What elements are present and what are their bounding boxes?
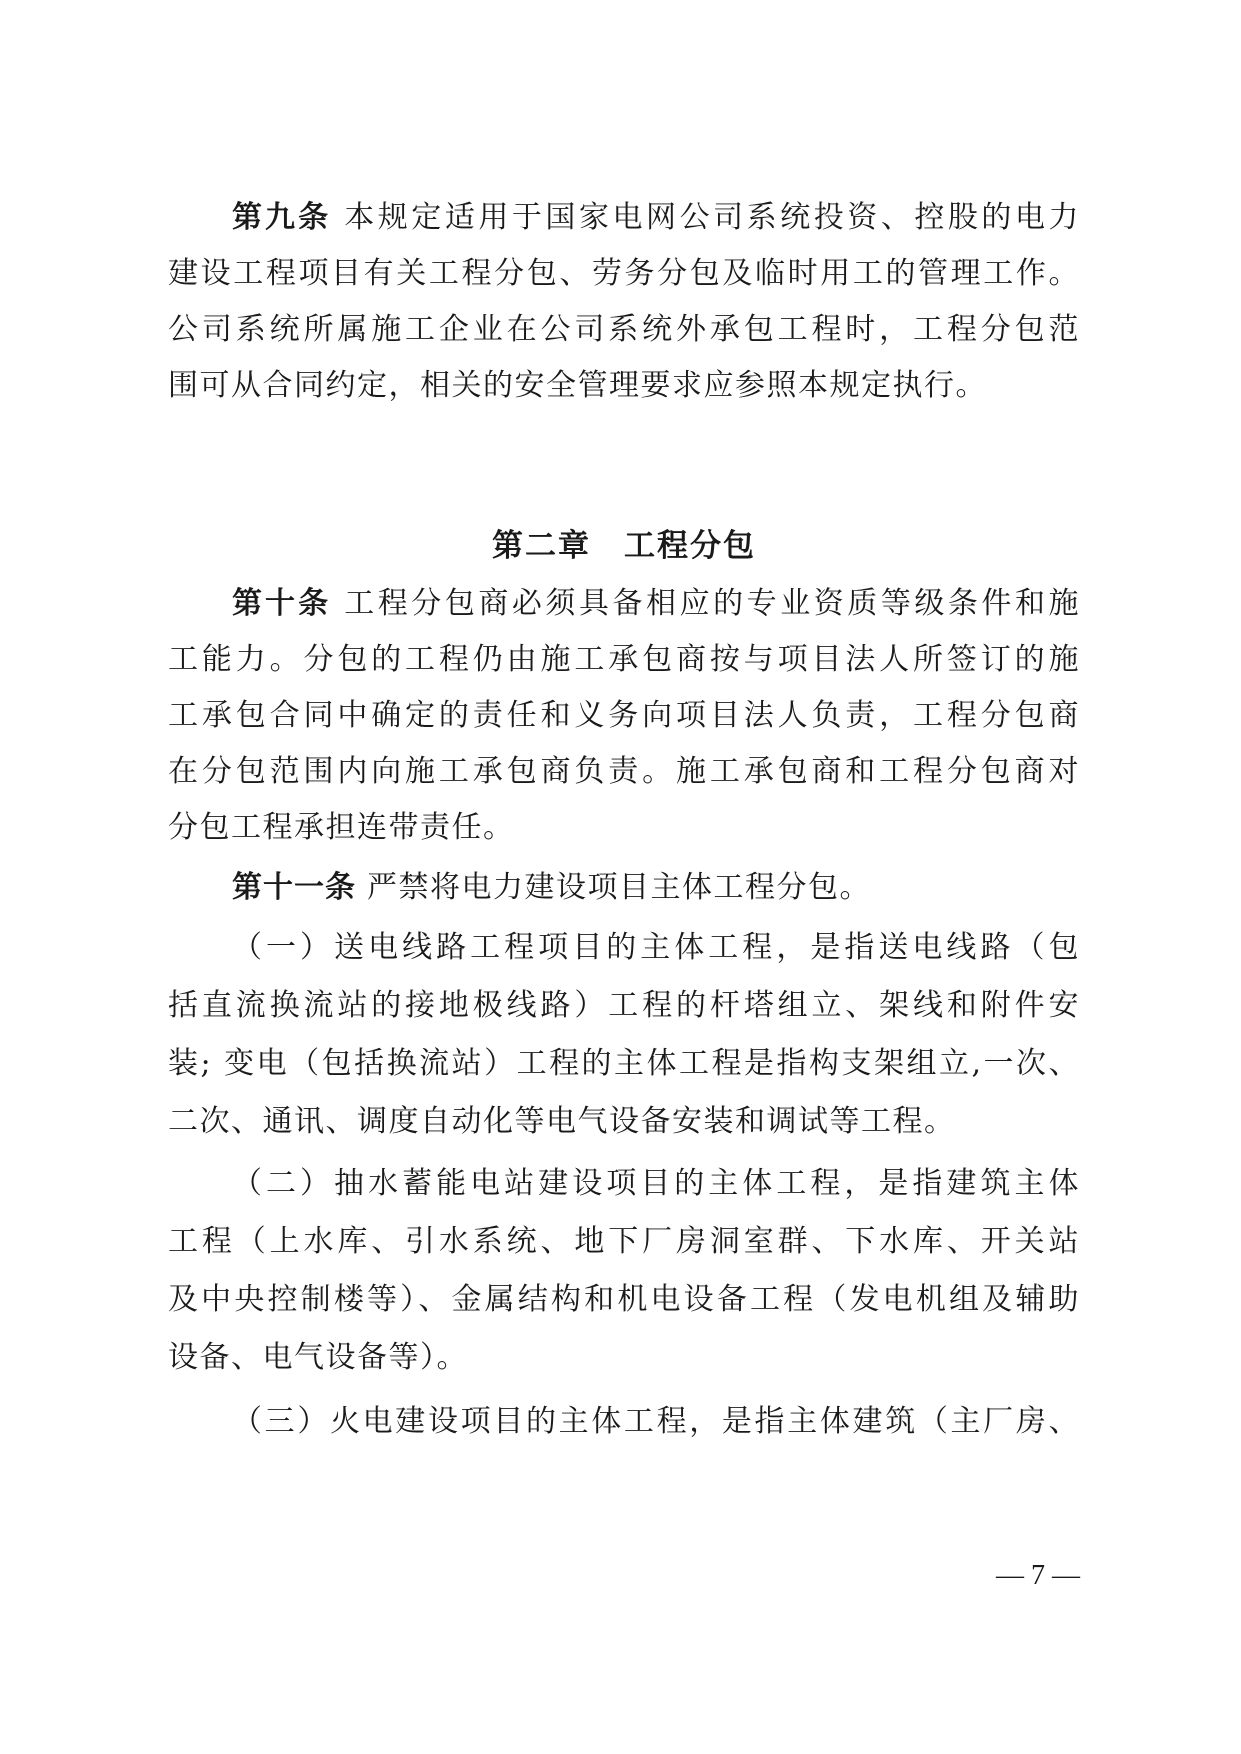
- chapter-heading: 第二章 工程分包: [492, 528, 756, 564]
- article-10-line-1: [168, 574, 1080, 634]
- article-10-line-5: 分包工程承担连带责任。: [168, 810, 515, 845]
- article-11-label: 第十一条: [232, 870, 356, 905]
- article-10-label: 第十条: [232, 586, 332, 621]
- item-1-line-2: 括直流换流站的接地极线路）工程的杆塔组立、架线和附件安: [168, 988, 1080, 1023]
- item-1-line-1: （一）送电线路工程项目的主体工程，是指送电线路（包: [232, 930, 1080, 965]
- article-10-text: 工程分包商必须具备相应的专业资质等级条件和施: [344, 586, 1081, 621]
- item-2-line-2: 工程（上水库、引水系统、地下厂房洞室群、下水库、开关站: [168, 1224, 1080, 1259]
- item-2-line-4: 设备、电气设备等）。: [168, 1340, 468, 1375]
- item-2-line-1: （二）抽水蓄能电站建设项目的主体工程，是指建筑主体: [232, 1166, 1080, 1201]
- article-11-text: 严禁将电力建设项目主体工程分包。: [367, 870, 872, 905]
- article-9-line-3: 公司系统所属施工企业在公司系统外承包工程时，工程分包范: [168, 312, 1080, 347]
- article-9-text: 本规定适用于国家电网公司系统投资、控股的电力: [344, 200, 1081, 235]
- article-9-line-1: [168, 188, 1080, 248]
- article-10-line-4: 在分包范围内向施工承包商负责。施工承包商和工程分包商对: [168, 754, 1080, 789]
- item-3-line-1: （三）火电建设项目的主体工程，是指主体建筑（主厂房、: [232, 1404, 1080, 1439]
- document-page: [168, 0, 1080, 1754]
- item-2-line-3: 及中央控制楼等）、金属结构和机电设备工程（发电机组及辅助: [168, 1282, 1080, 1317]
- article-9-label: 第九条: [232, 200, 332, 235]
- article-11-line-1: [168, 858, 1080, 918]
- item-1-line-4: 二次、通讯、调度自动化等电气设备安装和调试等工程。: [168, 1104, 956, 1139]
- page-number: — 7 —: [996, 1560, 1080, 1591]
- item-1-line-3: 装; 变电（包括换流站）工程的主体工程是指构支架组立,一次、: [168, 1046, 1080, 1081]
- article-10-line-3: 工承包合同中确定的责任和义务向项目法人负责，工程分包商: [168, 698, 1080, 733]
- article-9-line-4: 围可从合同约定，相关的安全管理要求应参照本规定执行。: [168, 368, 987, 403]
- article-10-line-2: 工能力。分包的工程仍由施工承包商按与项目法人所签订的施: [168, 642, 1080, 677]
- article-9-line-2: 建设工程项目有关工程分包、劳务分包及临时用工的管理工作。: [168, 256, 1080, 291]
